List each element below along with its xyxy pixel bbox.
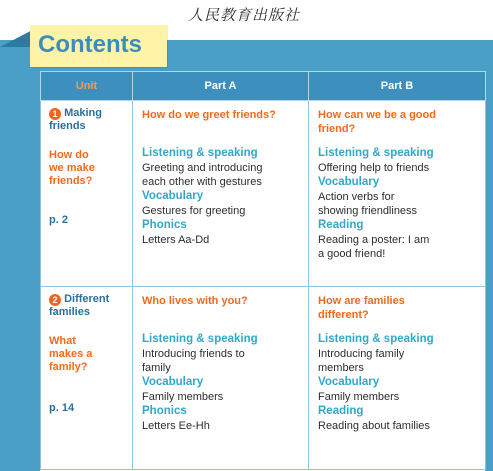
vocabulary-heading: Vocabulary bbox=[142, 376, 204, 388]
header-part-a: Part A bbox=[133, 72, 309, 101]
phonics-text: Letters Aa-Dd bbox=[142, 234, 210, 246]
reading-text: Reading a poster: I am a good friend! bbox=[318, 234, 430, 260]
listening-text: Introducing family members bbox=[318, 348, 405, 374]
part-a-cell bbox=[133, 101, 309, 287]
listening-heading: Listening & speaking bbox=[318, 147, 434, 159]
listening-heading: Listening & speaking bbox=[142, 333, 258, 345]
unit-number-badge: 1 bbox=[49, 108, 61, 120]
listening-text: Greeting and introducing each other with gestures bbox=[142, 162, 263, 188]
unit-number-badge: 2 bbox=[49, 294, 61, 306]
page-title: Contents bbox=[38, 31, 142, 58]
unit-cell[interactable] bbox=[41, 287, 133, 470]
vocabulary-heading: Vocabulary bbox=[142, 190, 204, 202]
header-unit: Unit bbox=[41, 72, 133, 101]
vocabulary-heading: Vocabulary bbox=[318, 376, 380, 388]
contents-table bbox=[40, 71, 485, 471]
part-b-question: How are families different? bbox=[318, 295, 405, 321]
part-b-question: How can we be a good friend? bbox=[318, 109, 436, 135]
part-b-cell bbox=[309, 287, 486, 470]
vocabulary-text: Action verbs for showing friendliness bbox=[318, 191, 418, 217]
title-tab bbox=[30, 25, 167, 67]
phonics-heading: Phonics bbox=[142, 219, 187, 231]
phonics-text: Letters Ee-Hh bbox=[142, 420, 210, 432]
unit-title: 2 Different families bbox=[49, 293, 110, 318]
unit-question: How do we make friends? bbox=[49, 149, 95, 187]
unit-question: What makes a family? bbox=[49, 335, 93, 373]
vocabulary-text: Family members bbox=[318, 391, 400, 403]
header-row bbox=[41, 72, 486, 101]
unit-cell[interactable] bbox=[41, 101, 133, 287]
vocabulary-heading: Vocabulary bbox=[318, 176, 380, 188]
vocabulary-text: Gestures for greeting bbox=[142, 205, 246, 217]
reading-heading: Reading bbox=[318, 405, 364, 417]
part-a-question: Who lives with you? bbox=[142, 295, 248, 307]
header-part-b: Part B bbox=[309, 72, 486, 101]
part-a-question: How do we greet friends? bbox=[142, 109, 276, 121]
part-a-cell bbox=[133, 287, 309, 470]
publisher-logo: 人民教育出版社 bbox=[188, 6, 301, 24]
listening-heading: Listening & speaking bbox=[142, 147, 258, 159]
listening-text: Introducing friends to family bbox=[142, 348, 245, 374]
unit-page-link[interactable]: p. 2 bbox=[49, 214, 68, 226]
unit-page-link[interactable]: p. 14 bbox=[49, 402, 75, 414]
reading-heading: Reading bbox=[318, 219, 364, 231]
phonics-heading: Phonics bbox=[142, 405, 187, 417]
listening-text: Offering help to friends bbox=[318, 162, 430, 174]
listening-heading: Listening & speaking bbox=[318, 333, 434, 345]
vocabulary-text: Family members bbox=[142, 391, 224, 403]
table-row-unit-1 bbox=[41, 101, 486, 287]
unit-title: 1 Making friends bbox=[49, 107, 102, 132]
part-b-cell bbox=[309, 101, 486, 287]
reading-text: Reading about families bbox=[318, 420, 430, 432]
table-row-unit-2 bbox=[41, 287, 486, 470]
